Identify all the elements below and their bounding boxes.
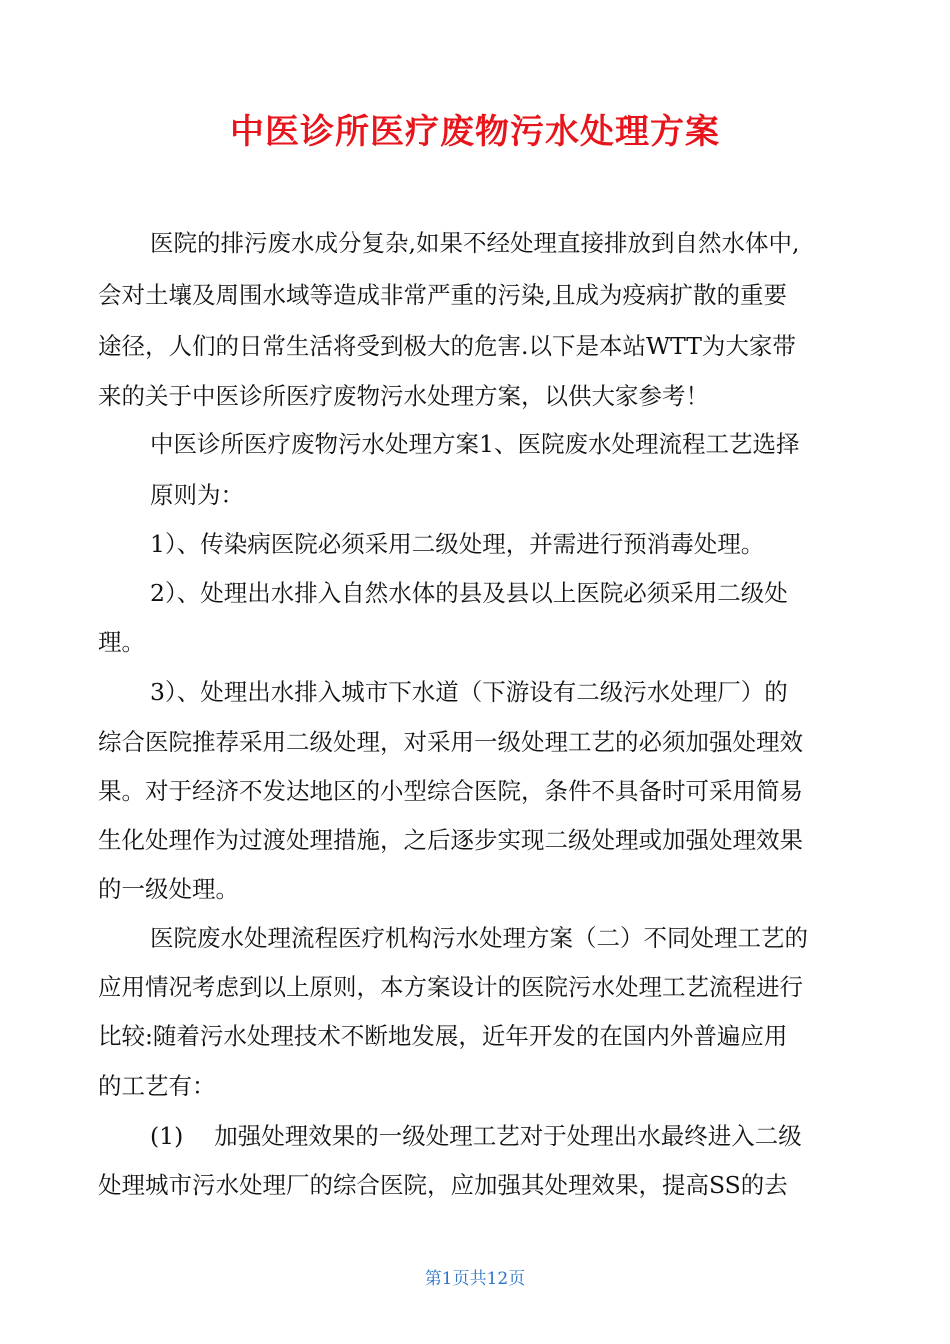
paragraph-1-line-2: 会对土壤及周围水域等造成非常严重的污染,且成为疫病扩散的重要 [98,281,787,309]
paragraph-4-line-1: (1) 加强处理效果的一级处理工艺对于处理出水最终进入二级 [150,1122,802,1150]
document-title: 中医诊所医疗废物污水处理方案 [230,112,720,152]
paragraph-1-line-4: 来的关于中医诊所医疗废物污水处理方案，以供大家参考！ [98,382,709,410]
list-item-2-line-2: 理。 [98,628,145,656]
paragraph-3-line-1: 医院废水处理流程医疗机构污水处理方案（二）不同处理工艺的 [150,924,808,952]
paragraph-3-line-3: 比较:随着污水处理技术不断地发展，近年开发的在国内外普遍应用 [98,1022,788,1050]
paragraph-1-line-1: 医院的排污废水成分复杂,如果不经处理直接排放到自然水体中, [150,229,800,257]
list-item-3-line-5: 的一级处理。 [98,875,239,903]
list-item-2-line-1: 2）、处理出水排入自然水体的县及县以上医院必须采用二级处 [150,579,788,607]
paragraph-4-line-2: 处理城市污水处理厂的综合医院，应加强其处理效果，提高SS的去 [98,1171,788,1199]
list-item-3-line-3: 果。对于经济不发达地区的小型综合医院，条件不具备时可采用简易 [98,777,803,805]
paragraph-3-line-4: 的工艺有： [98,1072,216,1100]
page-footer: 第1页共12页 [424,1269,526,1289]
paragraph-2-line-2: 原则为： [150,481,244,509]
list-item-3-line-4: 生化处理作为过渡处理措施，之后逐步实现二级处理或加强处理效果 [98,826,803,854]
list-item-3-line-2: 综合医院推荐采用二级处理，对采用一级处理工艺的必须加强处理效 [98,728,803,756]
list-item-3-line-1: 3）、处理出水排入城市下水道（下游设有二级污水处理厂）的 [150,678,788,706]
paragraph-1-line-3: 途径，人们的日常生活将受到极大的危害.以下是本站WTT为大家带 [98,332,796,360]
paragraph-2-line-1: 中医诊所医疗废物污水处理方案1、医院废水处理流程工艺选择 [150,430,800,458]
list-item-1: 1）、传染病医院必须采用二级处理，并需进行预消毒处理。 [150,530,765,558]
paragraph-3-line-2: 应用情况考虑到以上原则，本方案设计的医院污水处理工艺流程进行 [98,973,803,1001]
